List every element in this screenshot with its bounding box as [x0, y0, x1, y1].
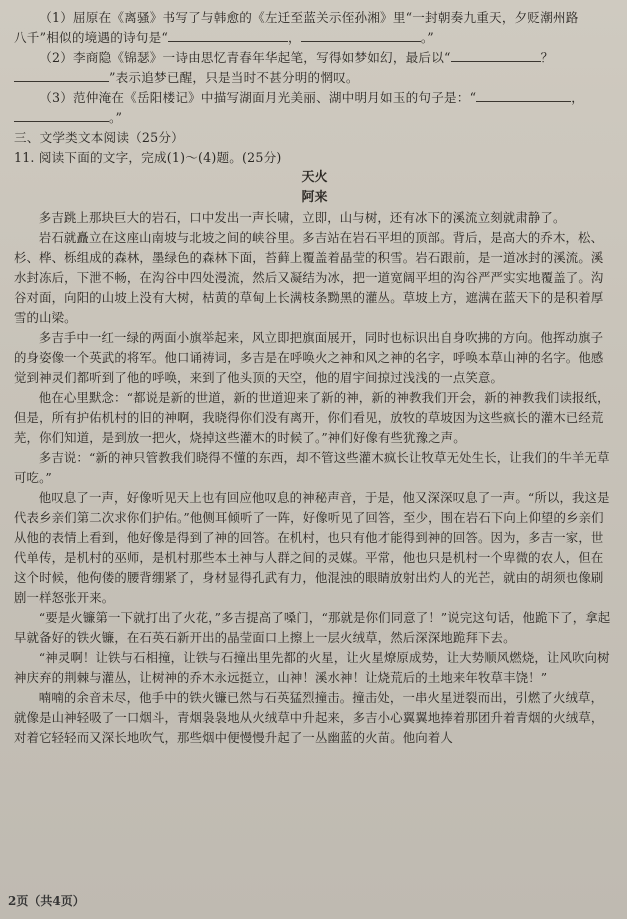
story-title: 天火 — [301, 170, 328, 185]
answer-blank[interactable] — [301, 29, 421, 42]
answer-blank[interactable] — [451, 49, 541, 62]
story-paragraph: 多吉手中一红一绿的两面小旗举起来，风立即把旗面展开，同时也标识出自身吹拂的方向。他挥动旗子的身姿像一个英武的将军。他口诵祷词，多吉是在呼唤火之神和风之神的名字，呼唤本草山神的名字。他感觉到神灵们都听到了他的呼唤，来到了他头顶的天空，他的眉宇间掠过浅浅的一点笑意。 — [14, 330, 604, 385]
question-11-prompt: 11. 阅读下面的文字，完成(1)～(4)题。(25分) — [14, 150, 282, 165]
story-paragraph: 喃喃的余音未尽，他手中的铁火镰已然与石英猛烈撞击。撞击处，一串火星迸裂而出，引燃了火绒草，就像是山神轻吸了一口烟斗，青烟袅袅地从火绒草中升起来，多吉小心翼翼地捧着那团升着青烟的火绒草，对着它轻轻而又深长地吹气，那些烟中便慢慢升起了一丛幽蓝的火苗。他向着人 — [14, 690, 604, 745]
q10-part2-line2 — [14, 68, 615, 88]
story-paragraph: 他叹息了一声，好像听见天上也有回应他叹息的神秘声音，于是，他又深深叹息了一声。“所以，我这是代表乡亲们第二次求你们护佑。”他侧耳倾听了一阵，好像听见了回答，至少，围在岩石下向上仰望的乡亲们从他的表情上看到，他好像是得到了神的回答。在机村，也只有他才能得到神的回答。因为，多吉一家，世代单传，是机村的巫师，是机村那些本土神与人群之间的灵媒。平常，他也只是机村一个卑微的农人，但在这个时候，他佝偻的腰背绷紧了，身材显得孔武有力，他混浊的眼睛放射出灼人的光芒，就由的胡须也像刷剧一样怒张开来。 — [14, 490, 610, 605]
answer-blank[interactable] — [476, 89, 571, 102]
q10-part3-line1 — [14, 88, 615, 108]
page-number: 2页（共4页） — [8, 894, 85, 908]
answer-blank[interactable] — [168, 29, 288, 42]
q10-part3-line2 — [14, 108, 615, 128]
q10-part1-end: 。” — [420, 30, 434, 45]
q10-part2-end: ”表示追梦已醒，只是当时不甚分明的惘叹。 — [109, 70, 359, 85]
q10-part1-prompt: 八千”相似的境遇的诗句是“ — [14, 30, 169, 45]
story-paragraph: “要是火镰第一下就打出了火花，”多吉提高了嗓门，“那就是你们同意了！”说完这句话，他跪下了，拿起早就备好的铁火镰，在石英石新开出的晶莹面口上擦上一层火绒草，然后深深地跪拜下去。 — [14, 610, 611, 645]
q10-part3-text: （3）范仲淹在《岳阳楼记》中描写湖面月光美丽、湖中明月如玉的句子是：“ — [39, 90, 477, 105]
q10-part1-comma: ， — [288, 30, 301, 45]
answer-blank[interactable] — [14, 109, 109, 122]
story-paragraph: 岩石就矗立在这座山南坡与北坡之间的峡谷里。多吉站在岩石平坦的顶部。背后，是高大的乔木，松、杉、桦、栎组成的森林，墨绿色的森林下面，苔藓上覆盖着晶莹的积雪。岩石跟前，是一道冰封的溪流。溪水封冻后，下泄不畅，在沟谷中四处漫流，然后又凝结为冰，把一道宽阔平坦的沟谷严严实实地覆盖了。沟谷对面，向阳的山坡上没有大树，枯黄的草甸上长满枝条黝黑的灌丛。草坡上方，遮满在蓝天下的是积着厚雪的山梁。 — [14, 230, 604, 325]
story-paragraph: 多吉跳上那块巨大的岩石，口中发出一声长啸，立即，山与树，还有冰下的溪流立刻就肃静了。 — [38, 210, 566, 225]
answer-blank[interactable] — [14, 69, 109, 82]
story-paragraph: 他在心里默念：“都说是新的世道，新的世道迎来了新的神，新的神教我们开会，新的神教我们读报纸，但是，所有护佑机村的旧的神啊，我晓得你们没有离开，你们看见，放牧的草坡因为这些疯长的灌木已经荒芜，你们知道，是到放一把火，烧掉这些灌木的时候了。”神们好像有些犹豫之声。 — [14, 390, 610, 445]
q10-part1-text: （1）屈原在《离骚》书写了与韩愈的《左迁至蓝关示侄孙湘》里“一封朝奏九重天，夕贬潮州路 — [39, 10, 579, 25]
q10-part3-comma: ， — [571, 90, 585, 105]
story-author: 阿来 — [301, 190, 328, 205]
q10-part1-line2 — [14, 28, 615, 48]
q10-part2-qmark: ？ — [540, 50, 554, 65]
q10-part2-line1 — [14, 48, 615, 68]
q10-part3-end: 。” — [109, 110, 123, 125]
story-paragraph: 多吉说：“新的神只管教我们晓得不懂的东西，却不管这些灌木疯长让牧草无处生长，让我们的牛羊无草可吃。” — [14, 450, 610, 485]
q10-part2-text: （2）李商隐《锦瑟》一诗由思忆青春年华起笔，写得如梦如幻，最后以“ — [39, 50, 451, 65]
story-paragraph: “神灵啊！让铁与石相撞，让铁与石撞出里先都的火星，让火星燎原成势，让大势顺风燃烧，让风吹向树神庆弃的荆棘与灌丛，让树神的乔木永远挺立，山神！溪水神！让烧荒后的土地来年牧草丰饶！” — [14, 650, 610, 685]
q10-part1-line1 — [14, 8, 615, 28]
section-heading: 三、文学类文本阅读（25分） — [14, 130, 184, 145]
